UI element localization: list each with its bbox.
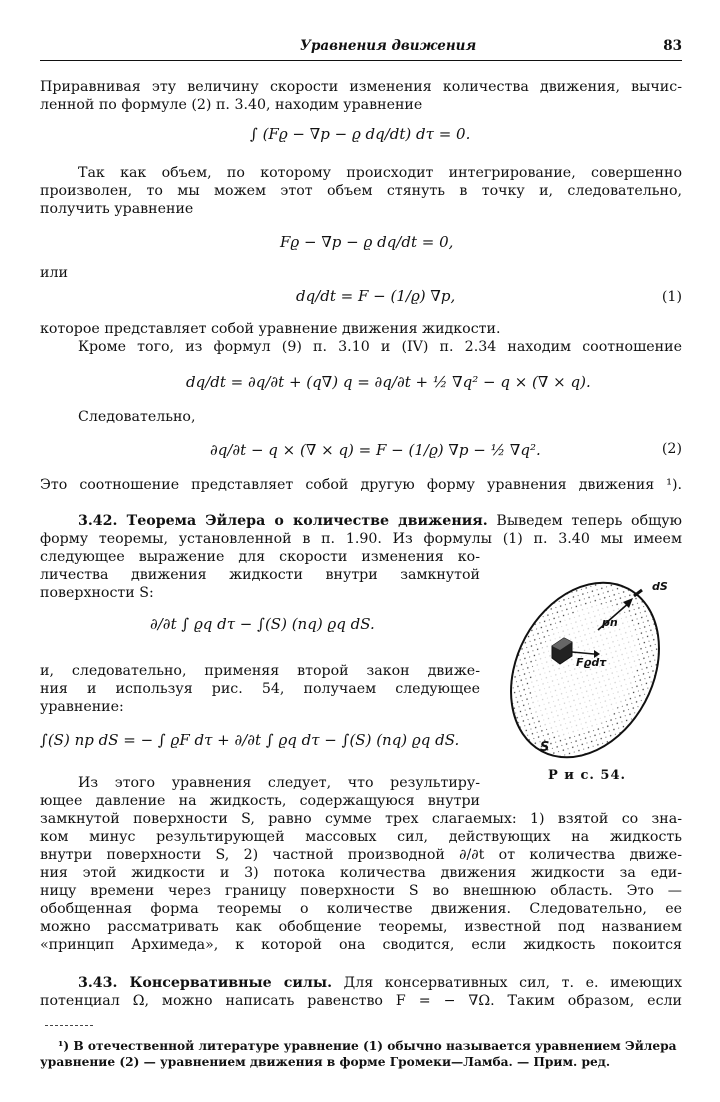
text-line: Кроме того, из формул (9) п. 3.10 и (IV) п. 2.34 находим соотношение — [78, 339, 682, 355]
label-dS: dS — [652, 580, 668, 593]
label-S: S — [540, 740, 550, 755]
equation-number: (2) — [661, 441, 682, 457]
footnote-rule — [45, 1025, 93, 1026]
section-line — [78, 974, 682, 992]
text-line: ющее давление на жидкость, содержащуюся внутри — [40, 793, 480, 809]
text-line: Из этого уравнения следует, что результиру- — [78, 775, 480, 791]
section-heading: 3.43. Консервативные силы. — [78, 975, 333, 991]
text-line: получить уравнение — [40, 201, 194, 217]
text-line: Следовательно, — [78, 409, 196, 425]
text-line: Так как объем, по которому происходит интегрирование, совершенно — [78, 165, 682, 181]
text-line: произволен, то мы можем этот объем стянуть в точку и, следовательно, — [40, 183, 682, 199]
text-line: уравнение: — [40, 699, 124, 715]
formula-euler-theorem: ∫(S) np dS = − ∫ ϱF dτ + ∂/∂t ∫ ϱq dτ − ∫(S) (nq) ϱq dS. — [40, 731, 460, 749]
footnote-line: ¹) В отечественной литературе уравнение (1) обычно называется уравнением Эйлера — [58, 1039, 677, 1053]
label-pn: pn — [602, 616, 618, 629]
text-line: ния и используя рис. 54, получаем следующее — [40, 681, 480, 697]
text-line: замкнутой поверхности S, равно сумме трех слагаемых: 1) взятой со зна- — [40, 811, 682, 827]
text-line: Это соотношение представляет собой другую форму уравнения движения ¹). — [40, 477, 682, 493]
text-line: можно рассматривать как обобщение теоремы, известной под названием — [40, 919, 682, 935]
text-line: форму теоремы, установленной в п. 1.90. Из формулы (1) п. 3.40 мы имеем — [40, 531, 682, 547]
text-line: «принцип Архимеда», к которой она сводится, если жидкость покоится — [40, 937, 682, 953]
formula-point: Fϱ − ∇p − ϱ dq/dt = 0, — [280, 233, 454, 251]
text-line: Приравнивая эту величину скорости изменения количества движения, вычис- — [40, 79, 682, 95]
running-header — [40, 36, 682, 61]
figure-caption: Р и с. 54. — [548, 768, 627, 783]
formula-integral: ∫ (Fϱ − ∇p − ϱ dq/dt) dτ = 0. — [250, 125, 471, 143]
text-line: ком минус результирующей массовых сил, действующих на жидкость — [40, 829, 682, 845]
text-line: обобщенная форма теоремы о количестве движения. Следовательно, ее — [40, 901, 682, 917]
text-line: внутри поверхности S, 2) частной производной ∂/∂t от количества движе- — [40, 847, 682, 863]
text-line: поверхности S: — [40, 585, 154, 601]
formula-motion: dq/dt = F − (1/ϱ) ∇p, — [296, 287, 456, 305]
figure-54 — [490, 560, 680, 780]
equation-number: (1) — [661, 289, 682, 305]
page-number: 83 — [663, 38, 682, 54]
footnote-line: уравнение (2) — уравнением движения в форме Громеки—Ламба. — Прим. ред. — [40, 1055, 611, 1069]
formula-identity: dq/dt = ∂q/∂t + (q∇) q = ∂q/∂t + ½ ∇q² − q × (∇ × q). — [186, 373, 591, 391]
label-Fpdt: Fϱdτ — [576, 656, 607, 669]
text-line: ницу времени через границу поверхности S во внешнюю область. Это — — [40, 883, 682, 899]
text-line: которое представляет собой уравнение движения жидкости. — [40, 321, 501, 337]
text-line: потенциал Ω, можно написать равенство F = − ∇Ω. Таким образом, если — [40, 993, 682, 1009]
text-line: ния этой жидкости и 3) потока количества движения жидкости за еди- — [40, 865, 682, 881]
text-line: личества движения жидкости внутри замкнутой — [40, 567, 480, 583]
text-line: и, следовательно, применяя второй закон движе- — [40, 663, 480, 679]
section-line — [78, 512, 682, 530]
section-text: Выведем теперь общую — [496, 513, 682, 529]
running-title: Уравнения движения — [300, 38, 477, 54]
figure-drawing — [490, 560, 680, 780]
formula-second-form: ∂q/∂t − q × (∇ × q) = F − (1/ϱ) ∇p − ½ ∇q². — [210, 441, 541, 459]
text-or: или — [40, 265, 68, 281]
text-line: ленной по формуле (2) п. 3.40, находим уравнение — [40, 97, 423, 113]
text-line: следующее выражение для скорости изменения ко- — [40, 549, 480, 565]
formula-momentum-rate: ∂/∂t ∫ ϱq dτ − ∫(S) (nq) ϱq dS. — [150, 615, 375, 633]
section-heading: 3.42. Теорема Эйлера о количестве движения. — [78, 513, 488, 529]
section-text: Для консервативных сил, т. е. имеющих — [343, 975, 682, 991]
